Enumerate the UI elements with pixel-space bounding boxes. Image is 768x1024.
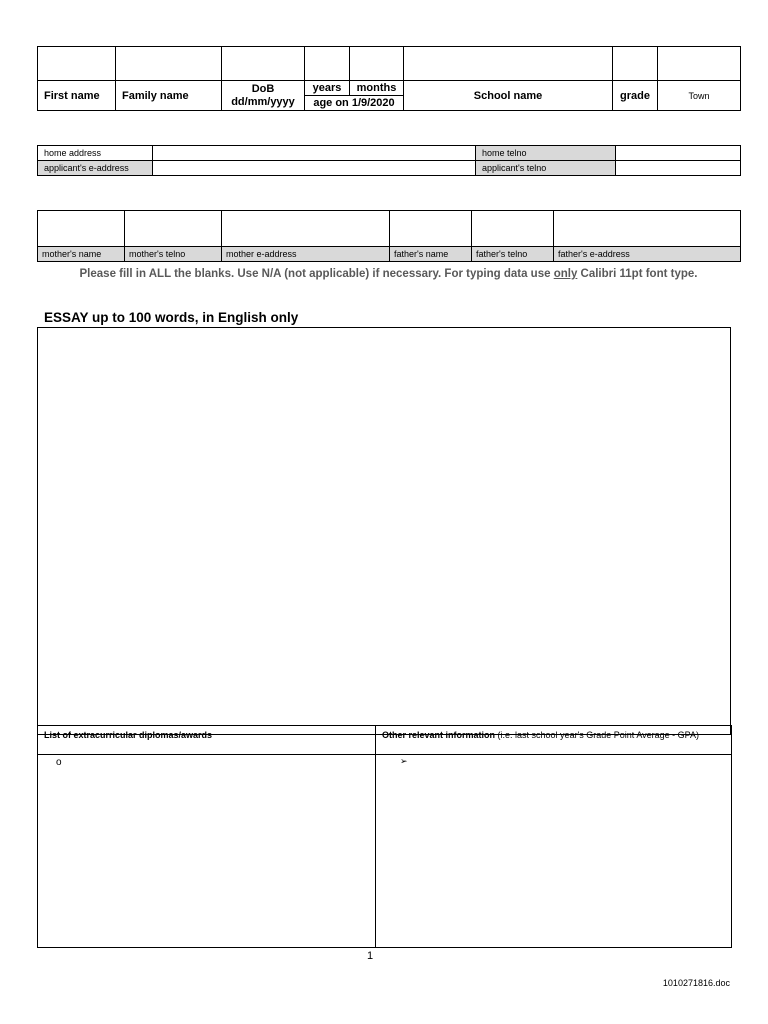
- mother-email-field[interactable]: [222, 211, 390, 247]
- other-info-header-bold: Other relevant information: [382, 730, 496, 740]
- contact-table: [37, 145, 741, 176]
- first-name-field[interactable]: [38, 47, 116, 81]
- father-telno-field[interactable]: [472, 211, 554, 247]
- years-label: years: [305, 81, 350, 96]
- home-telno-label: home telno: [476, 146, 616, 161]
- mother-telno-field[interactable]: [125, 211, 222, 247]
- home-address-field[interactable]: [153, 146, 476, 161]
- awards-header: [38, 726, 376, 755]
- dob-label-line2: dd/mm/yyyy: [231, 95, 295, 108]
- home-address-label: home address: [38, 146, 153, 161]
- dob-label: [222, 81, 305, 111]
- father-email-label: father's e-address: [554, 247, 741, 262]
- arrow-bullet-icon: ➢: [400, 756, 408, 766]
- document-filename: 1010271816.doc: [662, 978, 730, 988]
- months-label: months: [350, 81, 404, 96]
- applicant-telno-label: applicant's telno: [476, 161, 616, 176]
- awards-header-text: List of extracurricular diplomas/awards: [44, 730, 213, 740]
- page-number: 1: [366, 950, 374, 962]
- first-name-label: First name: [38, 81, 116, 111]
- essay-title: ESSAY up to 100 words, in English only: [44, 310, 299, 325]
- other-info-field[interactable]: [376, 755, 732, 948]
- instructions-text-underlined: only: [553, 268, 578, 280]
- school-name-label: School name: [404, 81, 613, 111]
- mother-telno-label: mother's telno: [125, 247, 222, 262]
- instructions-text-before: Please fill in ALL the blanks. Use N/A (not applicable) if necessary. For typing data use: [79, 268, 554, 280]
- mother-email-label: mother e-address: [222, 247, 390, 262]
- father-name-label: father's name: [390, 247, 472, 262]
- town-label: Town: [658, 81, 741, 111]
- father-telno-label: father's telno: [472, 247, 554, 262]
- dob-field[interactable]: [222, 47, 305, 81]
- awards-list-field[interactable]: [38, 755, 376, 948]
- school-name-field[interactable]: [404, 47, 613, 81]
- applicant-email-field[interactable]: [153, 161, 476, 176]
- family-name-label: Family name: [116, 81, 222, 111]
- mother-name-label: mother's name: [38, 247, 125, 262]
- instructions-text-after: Calibri 11pt font type.: [577, 268, 698, 280]
- extra-info-table: [37, 725, 732, 948]
- other-info-header-note: (i.e. last school year's Grade Point Average - GPA): [495, 730, 700, 740]
- home-telno-field[interactable]: [616, 146, 741, 161]
- applicant-table: [37, 46, 741, 111]
- dob-label-line1: DoB: [251, 82, 275, 95]
- family-name-field[interactable]: [116, 47, 222, 81]
- father-email-field[interactable]: [554, 211, 741, 247]
- town-field[interactable]: [658, 47, 741, 81]
- essay-textbox[interactable]: [37, 327, 731, 735]
- grade-label: grade: [613, 81, 658, 111]
- mother-name-field[interactable]: [38, 211, 125, 247]
- instructions-note: [37, 268, 740, 280]
- applicant-telno-field[interactable]: [616, 161, 741, 176]
- age-months-field[interactable]: [350, 47, 404, 81]
- grade-field[interactable]: [613, 47, 658, 81]
- father-name-field[interactable]: [390, 211, 472, 247]
- age-years-field[interactable]: [305, 47, 350, 81]
- circle-bullet-icon: o: [56, 757, 62, 768]
- age-on-label: age on 1/9/2020: [305, 96, 404, 111]
- applicant-email-label: applicant's e-address: [38, 161, 153, 176]
- other-info-header: [376, 726, 732, 755]
- parents-table: [37, 210, 741, 262]
